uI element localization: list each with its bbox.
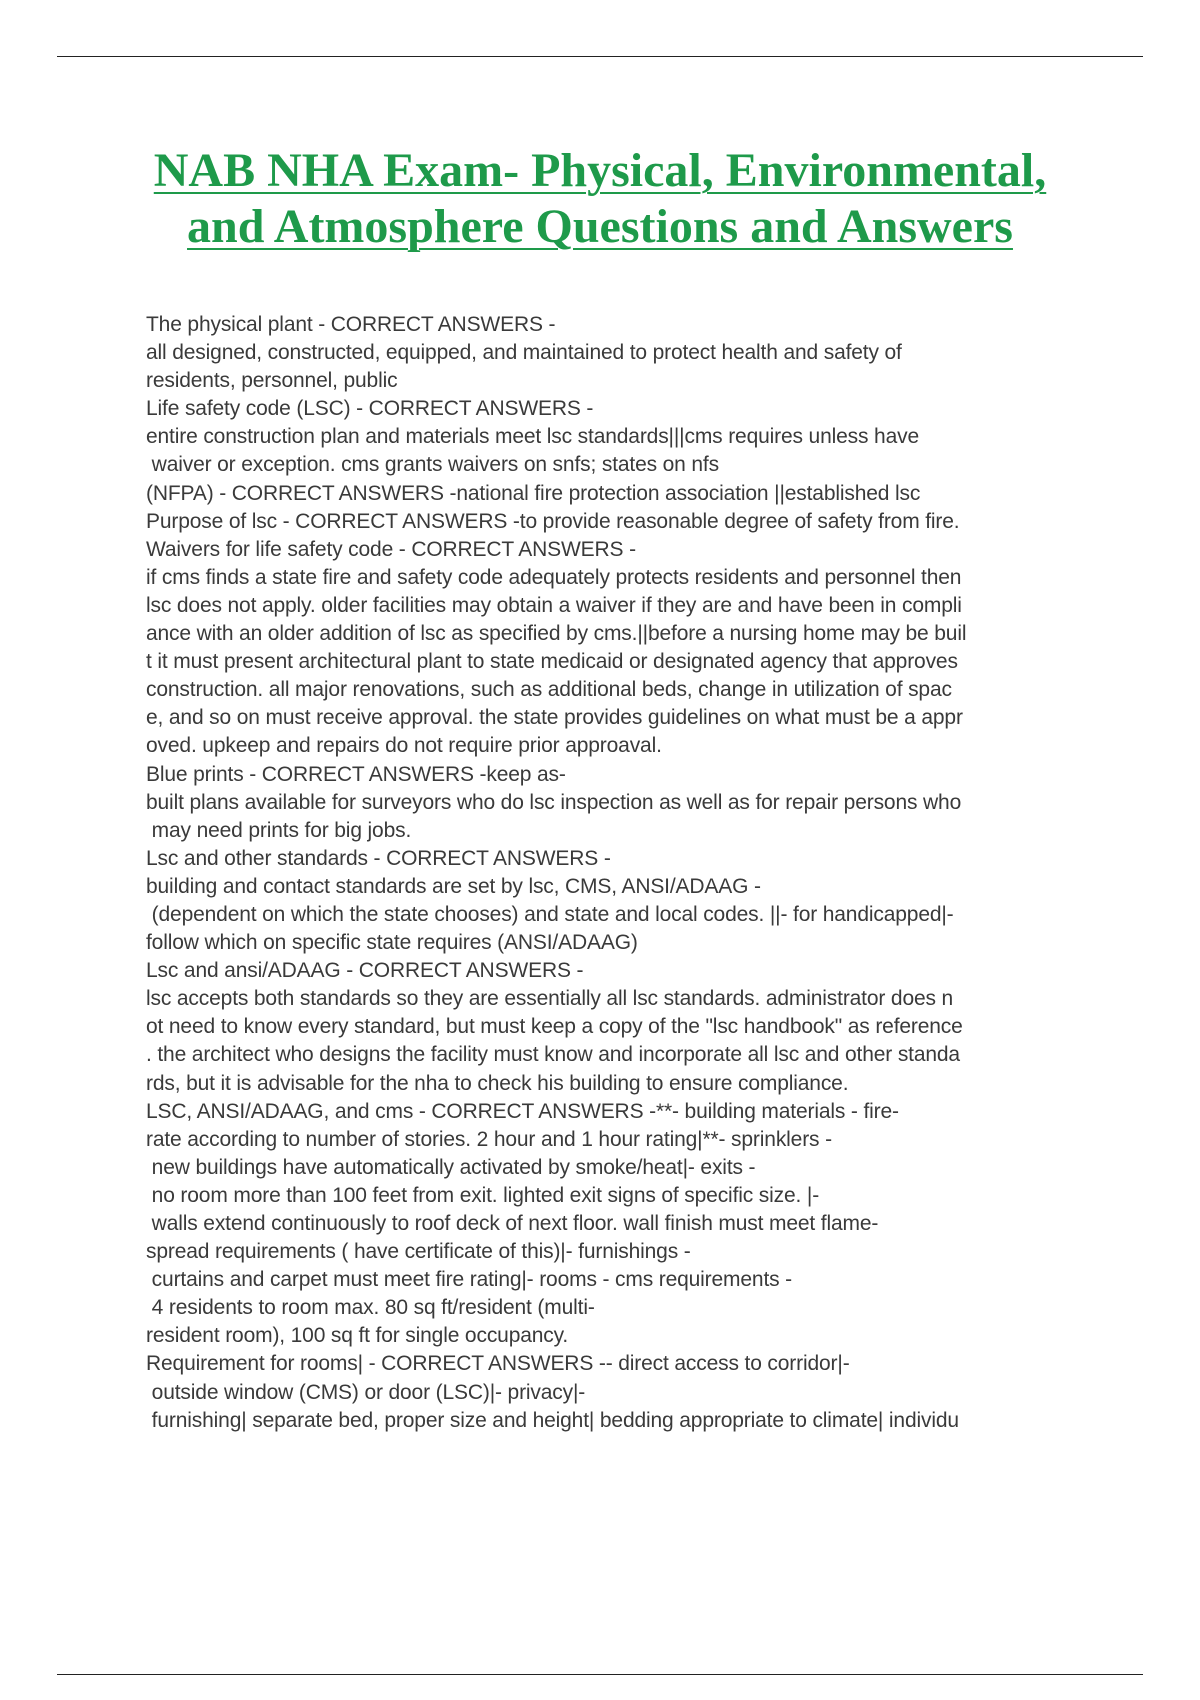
text-line: rds, but it is advisable for the nha to check his building to ensure compliance. [146,1071,849,1095]
text-line: may need prints for big jobs. [146,818,412,842]
text-line: Requirement for rooms| - CORRECT ANSWERS -- direct access to corridor|- [146,1352,850,1376]
text-line: Blue prints - CORRECT ANSWERS -keep as- [146,762,566,786]
text-line: LSC, ANSI/ADAAG, and cms - CORRECT ANSWERS -**- building materials - fire- [146,1099,899,1123]
title-line-2: and Atmosphere Questions and Answers [187,200,1013,253]
text-line: lsc accepts both standards so they are essentially all lsc standards. administrator does n [146,987,954,1011]
text-line: Purpose of lsc - CORRECT ANSWERS -to provide reasonable degree of safety from fire. [146,509,960,533]
text-line: Lsc and ansi/ADAAG - CORRECT ANSWERS - [146,959,584,983]
text-line: if cms finds a state fire and safety code adequately protects residents and personnel then [146,565,962,589]
text-line: ance with an older addition of lsc as specified by cms.||before a nursing home may be buil [146,622,967,646]
text-line: building and contact standards are set by lsc, CMS, ANSI/ADAAG - [146,874,761,898]
text-line: t it must present architectural plant to state medicaid or designated agency that approves [146,650,958,674]
text-line: residents, personnel, public [146,369,398,393]
text-line: e, and so on must receive approval. the state provides guidelines on what must be a appr [146,706,963,730]
text-line: . the architect who designs the facility must know and incorporate all lsc and other standa [146,1043,960,1067]
text-line: waiver or exception. cms grants waivers on snfs; states on nfs [146,453,719,477]
text-line: curtains and carpet must meet fire rating|- rooms - cms requirements - [146,1268,793,1292]
title-line-1: NAB NHA Exam- Physical, Environmental, [153,144,1047,197]
text-line: resident room), 100 sq ft for single occupancy. [146,1324,569,1348]
text-line: ot need to know every standard, but must keep a copy of the "lsc handbook" as reference [146,1015,963,1039]
text-line: outside window (CMS) or door (LSC)|- privacy|- [146,1380,586,1404]
text-line: walls extend continuously to roof deck of next floor. wall finish must meet flame- [146,1212,879,1235]
text-line: lsc does not apply. older facilities may obtain a waiver if they are and have been in compli [146,593,962,617]
page-title [100,143,1100,255]
text-line: construction. all major renovations, such as additional beds, change in utilization of spac [146,678,952,702]
text-line: no room more than 100 feet from exit. lighted exit signs of specific size. |- [146,1183,820,1207]
text-line: 4 residents to room max. 80 sq ft/resident (multi- [146,1296,595,1320]
text-line: entire construction plan and materials meet lsc standards|||cms requires unless have [146,425,919,449]
text-line: (dependent on which the state chooses) and state and local codes. ||- for handicapped|- [146,902,954,926]
top-rule [57,56,1143,57]
bottom-rule [57,1674,1143,1675]
text-line: (NFPA) - CORRECT ANSWERS -national fire protection association ||established lsc [146,481,921,505]
document-body [146,311,1156,1435]
text-line: furnishing| separate bed, proper size and height| bedding appropriate to climate| individu [146,1408,959,1432]
text-line: rate according to number of stories. 2 hour and 1 hour rating|**- sprinklers - [146,1127,832,1151]
text-line: new buildings have automatically activated by smoke/heat|- exits - [146,1155,756,1179]
text-line: follow which on specific state requires (ANSI/ADAAG) [146,931,638,955]
text-line: Life safety code (LSC) - CORRECT ANSWERS - [146,397,594,421]
text-line: Waivers for life safety code - CORRECT ANSWERS - [146,537,636,561]
text-line: all designed, constructed, equipped, and maintained to protect health and safety of [146,341,902,365]
text-line: Lsc and other standards - CORRECT ANSWERS - [146,846,611,870]
text-line: built plans available for surveyors who do lsc inspection as well as for repair persons who [146,790,962,814]
text-line: oved. upkeep and repairs do not require prior approaval. [146,734,662,758]
text-line: spread requirements ( have certificate of this)|- furnishings - [146,1240,691,1264]
text-line: The physical plant - CORRECT ANSWERS - [146,313,556,336]
